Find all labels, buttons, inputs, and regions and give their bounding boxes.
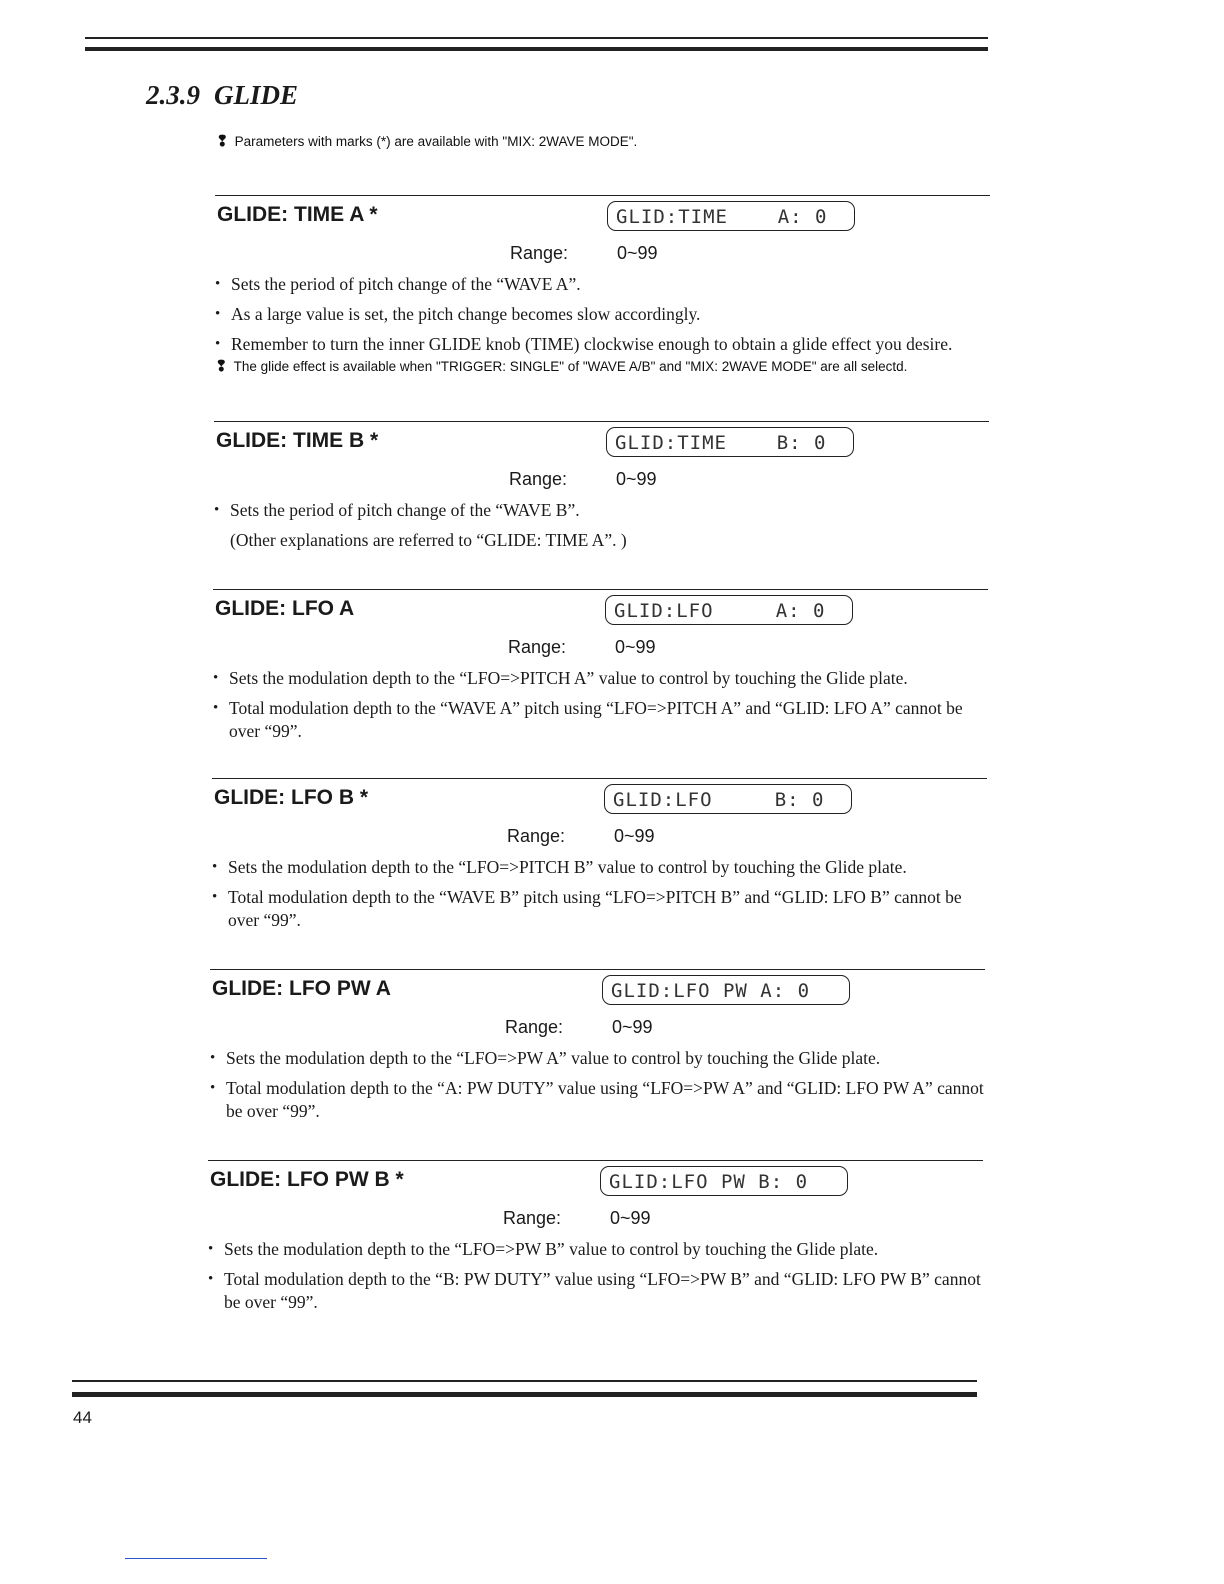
lcd-display: GLID:LFO PW A: 0 (602, 975, 850, 1005)
bullet-item: • Total modulation depth to the “WAVE B” pitch using “LFO=>PITCH B” and “GLID: LFO B” cannot be over “99”. (212, 886, 992, 932)
param-title: GLIDE: TIME B * (216, 429, 379, 452)
range-label: Range: (508, 637, 567, 657)
lcd-display: GLID:TIME B: 0 (606, 427, 854, 457)
param-glide-lfo-b (212, 778, 987, 978)
subnote: (Other explanations are referred to “GLIDE: TIME A”. ) (230, 530, 627, 550)
param-rule (214, 421, 989, 422)
range-label: Range: (510, 243, 569, 263)
section-number: 2.3.9 (146, 80, 200, 110)
param-rule (212, 778, 987, 779)
lcd-display: GLID:TIME A: 0 (607, 201, 855, 231)
range-value: 0~99 (614, 826, 655, 846)
bottom-rule (72, 1380, 977, 1397)
top-note-text: Parameters with marks (*) are available with "MIX: 2WAVE MODE". (234, 134, 638, 149)
range-value: 0~99 (610, 1208, 651, 1228)
range-label: Range: (503, 1208, 562, 1228)
bullet-item: • Sets the modulation depth to the “LFO=>PW A” value to control by touching the Glide plate. (210, 1047, 990, 1070)
glide-effect-note-text: The glide effect is available when "TRIGGER: SINGLE" of "WAVE A/B" and "MIX: 2WAVE MODE" are all selectd. (233, 359, 908, 374)
glide-effect-note (215, 357, 907, 375)
bullet-list (215, 273, 995, 363)
footer-underline (125, 1558, 267, 1559)
range-label: Range: (507, 826, 566, 846)
param-title: GLIDE: LFO PW B * (210, 1168, 404, 1191)
bullet-list (213, 667, 993, 750)
top-rule (85, 37, 988, 51)
param-title: GLIDE: LFO B * (214, 786, 368, 809)
page-number: 44 (73, 1408, 92, 1427)
param-glide-lfo-a (213, 589, 988, 789)
bullet-item: • Sets the period of pitch change of the “WAVE A”. (215, 273, 995, 296)
range-value: 0~99 (612, 1017, 653, 1037)
range-value: 0~99 (617, 243, 658, 263)
range-label: Range: (509, 469, 568, 489)
bullet-item: • Total modulation depth to the “WAVE A” pitch using “LFO=>PITCH A” and “GLID: LFO A” cannot be over “99”. (213, 697, 993, 743)
range-value: 0~99 (615, 637, 656, 657)
bullet-item: • Total modulation depth to the “B: PW DUTY” value using “LFO=>PW B” and “GLID: LFO PW B” cannot be over “99”. (208, 1268, 988, 1314)
lcd-display: GLID:LFO PW B: 0 (600, 1166, 848, 1196)
section-heading (146, 80, 312, 111)
bullet-item: • Sets the period of pitch change of the “WAVE B”. (214, 499, 994, 522)
param-glide-lfo-pw-a (210, 969, 985, 1169)
bullet-list (214, 499, 994, 552)
lcd-display: GLID:LFO A: 0 (605, 595, 853, 625)
param-title: GLIDE: LFO A (215, 597, 355, 620)
lcd-display: GLID:LFO B: 0 (604, 784, 852, 814)
bullet-item: • Total modulation depth to the “A: PW DUTY” value using “LFO=>PW A” and “GLID: LFO PW A” cannot be over “99”. (210, 1077, 990, 1123)
param-title: GLIDE: TIME A * (217, 203, 378, 226)
range-label: Range: (505, 1017, 564, 1037)
note-mark-icon: ❢ (215, 358, 228, 375)
top-note (216, 132, 637, 150)
note-mark-icon: ❢ (216, 133, 229, 150)
bullet-item: • Sets the modulation depth to the “LFO=>PITCH B” value to control by touching the Glide plate. (212, 856, 992, 879)
bullet-list (212, 856, 992, 939)
bullet-item: • Remember to turn the inner GLIDE knob (TIME) clockwise enough to obtain a glide effect you desire. (215, 333, 995, 356)
param-glide-lfo-pw-b (208, 1160, 983, 1360)
param-rule (213, 589, 988, 590)
bullet-item: • As a large value is set, the pitch change becomes slow accordingly. (215, 303, 995, 326)
section-title: GLIDE (214, 80, 299, 110)
bullet-item: • Sets the modulation depth to the “LFO=>PW B” value to control by touching the Glide plate. (208, 1238, 988, 1261)
param-rule (208, 1160, 983, 1161)
param-title: GLIDE: LFO PW A (212, 977, 391, 1000)
bullet-list (210, 1047, 990, 1130)
range-value: 0~99 (616, 469, 657, 489)
param-rule (210, 969, 985, 970)
bullet-item: • Sets the modulation depth to the “LFO=>PITCH A” value to control by touching the Glide plate. (213, 667, 993, 690)
param-rule (215, 195, 990, 196)
bullet-list (208, 1238, 988, 1321)
